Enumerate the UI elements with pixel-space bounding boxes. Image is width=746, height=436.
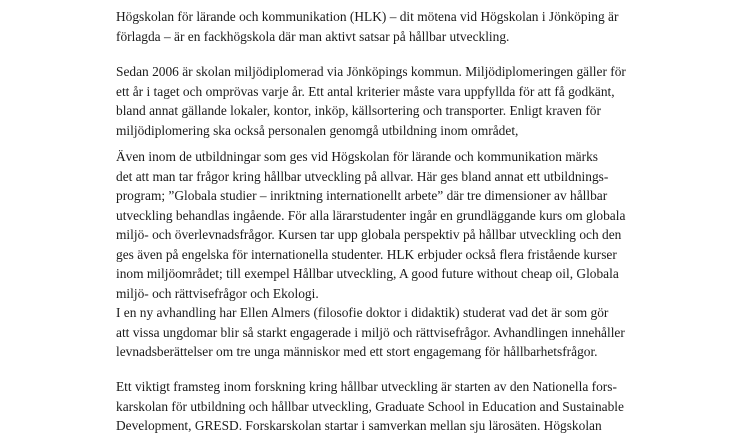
paragraph-education-programs [116, 147, 636, 303]
text-line: miljö- och överlevnadsfrågor. Kursen tar upp globala perspektiv på hållbar utveckling och den [116, 227, 622, 242]
text-line: att vissa ungdomar blir så starkt engagerade i miljö och rättvisefrågor. Avhandlingen innehåller [116, 324, 625, 340]
text-line: ges även på engelska för internationella studenter. HLK erbjuder också flera fristående kurser [116, 246, 617, 262]
text-line: ett år i taget och omprövas varje år. Ett antal kriterier måste vara uppfyllda för att få godkänt, [116, 83, 615, 99]
paragraph-dissertation [116, 303, 636, 362]
text-line: program; ”Globala studier – inriktning internationellt arbete” där tre dimensioner av hållbar [116, 188, 608, 203]
text-line: karskolan för utbildning och hållbar utveckling, Graduate School in Education and Sustainable [116, 398, 624, 414]
text-line: Högskolan för lärande och kommunikation (HLK) – dit mötena vid Högskolan i Jönköping är [116, 9, 619, 24]
text-line: utveckling behandlas ingående. För alla lärarstudenter ingår en grundläggande kurs om globala [116, 207, 626, 223]
text-line: miljödiplomering ska också personalen genomgå utbildning inom området, [116, 122, 519, 138]
paragraph-graduate-school [116, 377, 636, 436]
text-line: förlagda – är en fackhögskola där man aktivt satsar på hållbar utveckling. [116, 28, 510, 44]
paragraph-environmental-certification [116, 62, 636, 140]
text-line: levnadsberättelser om tre unga människor med ett stort engagemang för hållbarhetsfrågor. [116, 344, 598, 359]
text-line: I en ny avhandling har Ellen Almers (filosofie doktor i didaktik) studerat vad det är som gör [116, 305, 609, 320]
paragraph-hlk-intro [116, 7, 636, 46]
text-line: Ett viktigt framsteg inom forskning kring hållbar utveckling är starten av den Nationella fors- [116, 379, 617, 394]
text-line: miljö- och rättvisefrågor och Ekologi. [116, 285, 319, 301]
text-line: Development, GRESD. Forskarskolan startar i samverkan mellan sju lärosäten. Högskolan [116, 418, 602, 433]
text-line: bland annat gällande lokaler, kontor, inköp, källsortering och transporter. Enligt kraven för [116, 103, 601, 118]
text-line: Sedan 2006 är skolan miljödiplomerad via Jönköpings kommun. Miljödiplomeringen gäller för [116, 64, 626, 79]
text-line: det att man tar frågor kring hållbar utveckling på allvar. Här ges bland annat ett utbildnings- [116, 168, 609, 184]
text-line: Även inom de utbildningar som ges vid Högskolan för lärande och kommunikation märks [116, 149, 598, 164]
text-line: inom miljöområdet; till exempel Hållbar utveckling, A good future without cheap oil, Globala [116, 266, 619, 281]
